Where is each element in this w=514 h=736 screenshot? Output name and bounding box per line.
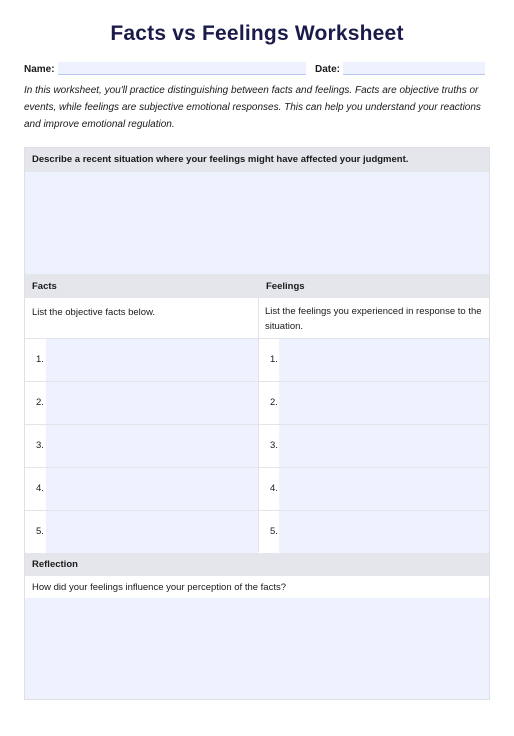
list-row-2: [25, 381, 489, 424]
reflection-prompt: How did your feelings influence your perception of the facts?: [32, 582, 287, 593]
feelings-item-number: 2.: [270, 397, 278, 408]
reflection-header: Reflection: [32, 559, 78, 570]
feelings-instruction-cell: [259, 298, 489, 338]
reflection-prompt-cell: [25, 576, 489, 598]
list-row-3: [25, 424, 489, 467]
worksheet-table: [24, 147, 490, 700]
list-row-5: [25, 510, 489, 553]
feelings-item-3-field[interactable]: [279, 425, 489, 467]
facts-instruction-cell: [25, 298, 258, 338]
reflection-answer-area[interactable]: [25, 598, 489, 699]
feelings-item-4-field[interactable]: [279, 468, 489, 510]
facts-item-3-field[interactable]: [46, 425, 258, 467]
name-field[interactable]: [58, 62, 306, 75]
list-row-4: [25, 467, 489, 510]
feelings-item-number: 4.: [270, 483, 278, 494]
feelings-item-2-field[interactable]: [279, 382, 489, 424]
feelings-item-number: 5.: [270, 526, 278, 537]
reflection-header-row: [25, 553, 489, 576]
list-row-1: [25, 338, 489, 381]
feelings-item-number: 3.: [270, 440, 278, 451]
name-label: Name:: [24, 64, 55, 75]
date-field[interactable]: [343, 62, 485, 75]
intro-text: In this worksheet, you'll practice distinguishing between facts and feelings. Facts are objective truths or events, while feelings are subjective emotional responses. This can help you understand your reactions and improve emotional regulation.: [24, 85, 481, 130]
header-fields: [24, 63, 490, 77]
facts-item-5-field[interactable]: [46, 511, 258, 553]
feelings-item-1-field[interactable]: [279, 339, 489, 381]
feelings-instruction: List the feelings you experienced in response to the situation.: [265, 306, 482, 332]
facts-item-4-field[interactable]: [46, 468, 258, 510]
situation-answer-area[interactable]: [25, 172, 489, 274]
feelings-item-5-field[interactable]: [279, 511, 489, 553]
facts-instruction: List the objective facts below.: [32, 307, 156, 318]
date-label: Date:: [315, 64, 341, 75]
facts-item-number: 3.: [36, 440, 44, 451]
facts-item-1-field[interactable]: [46, 339, 258, 381]
situation-header: [25, 148, 489, 172]
facts-item-number: 5.: [36, 526, 44, 537]
facts-header: Facts: [32, 281, 57, 292]
situation-prompt: Describe a recent situation where your feelings might have affected your judgment.: [32, 154, 409, 165]
feelings-header: Feelings: [266, 281, 305, 292]
page-title: Facts vs Feelings Worksheet: [110, 22, 404, 45]
facts-item-number: 1.: [36, 354, 44, 365]
feelings-item-number: 1.: [270, 354, 278, 365]
columns-header: [25, 274, 489, 298]
facts-item-number: 2.: [36, 397, 44, 408]
facts-item-2-field[interactable]: [46, 382, 258, 424]
facts-item-number: 4.: [36, 483, 44, 494]
